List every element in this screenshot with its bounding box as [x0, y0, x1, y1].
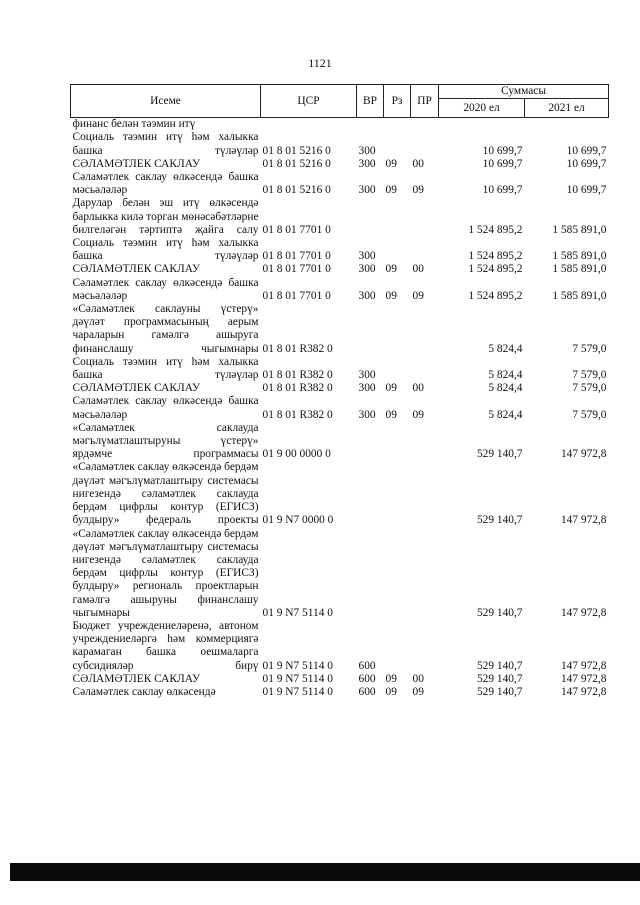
row-amount-2021: 1 585 891,0	[552, 250, 607, 263]
row-pr: 00	[412, 672, 424, 685]
row-pr	[411, 131, 439, 157]
row-name: Сәламәтлек саклау өлкәсендә башка мәсьәләләр	[72, 171, 259, 197]
table-row	[71, 673, 609, 686]
row-rz	[384, 197, 411, 237]
table-header	[71, 85, 609, 118]
scan-footer-bar	[10, 863, 640, 881]
table-row	[71, 303, 609, 356]
row-amount-2021	[525, 118, 609, 132]
row-vr	[357, 118, 384, 132]
table-row	[71, 356, 609, 382]
row-vr: 600	[358, 685, 376, 698]
row-amount-2020: 1 524 895,2	[468, 263, 523, 276]
row-vr	[357, 528, 384, 620]
row-pr: 00	[412, 382, 424, 395]
row-amount-2021: 10 699,7	[566, 144, 607, 157]
row-vr: 300	[358, 250, 376, 263]
table-row	[71, 395, 609, 421]
row-name: СӘЛАМӘТЛЕК САКЛАУ	[72, 263, 201, 276]
row-amount-2021: 7 579,0	[572, 408, 607, 421]
row-pr	[411, 237, 439, 263]
row-csr	[261, 118, 357, 132]
row-amount-2021: 10 699,7	[566, 157, 607, 170]
table-row	[71, 277, 609, 303]
table-row	[71, 528, 609, 620]
row-rz: 09	[385, 408, 397, 421]
header-vr: ВР	[357, 85, 384, 118]
row-name: СӘЛАМӘТЛЕК САКЛАУ	[72, 157, 201, 170]
header-pr: ПР	[411, 85, 439, 118]
row-rz: 09	[385, 672, 397, 685]
row-name: СӘЛАМӘТЛЕК САКЛАУ	[72, 672, 201, 685]
row-name: СӘЛАМӘТЛЕК САКЛАУ	[72, 382, 201, 395]
row-rz: 09	[385, 184, 397, 197]
row-amount-2021: 7 579,0	[572, 369, 607, 382]
row-rz	[384, 237, 411, 263]
row-csr: 01 9 N7 5114 0	[262, 659, 333, 672]
row-amount-2021: 147 972,8	[560, 514, 607, 527]
table-row	[71, 382, 609, 395]
row-amount-2021: 7 579,0	[572, 382, 607, 395]
row-amount-2021: 147 972,8	[560, 448, 607, 461]
header-sum: Суммасы	[439, 85, 609, 99]
table-row	[71, 422, 609, 462]
row-pr	[411, 422, 439, 462]
table-row	[71, 620, 609, 673]
header-name: Исеме	[71, 85, 261, 118]
table-row	[71, 171, 609, 197]
header-year-2020: 2020 ел	[439, 99, 525, 118]
row-amount-2020: 529 140,7	[476, 606, 523, 619]
row-rz	[384, 303, 411, 356]
row-amount-2021: 1 585 891,0	[552, 289, 607, 302]
row-csr: 01 8 01 7701 0	[262, 223, 331, 236]
table-row	[71, 263, 609, 276]
page-number: 1121	[308, 56, 332, 70]
row-amount-2020: 5 824,4	[488, 408, 523, 421]
row-amount-2021: 147 972,8	[560, 606, 607, 619]
row-name: финанс белән тәэмин итү	[72, 118, 196, 131]
row-vr: 300	[358, 144, 376, 157]
row-name: Социаль тәэмин итү һәм халыкка башка түләүләр	[72, 355, 259, 382]
row-pr	[411, 356, 439, 382]
row-csr: 01 9 N7 5114 0	[262, 606, 333, 619]
row-rz: 09	[385, 382, 397, 395]
row-pr: 00	[412, 157, 424, 170]
row-amount-2020	[439, 118, 525, 132]
row-rz: 09	[385, 289, 397, 302]
row-csr: 01 9 00 0000 0	[262, 448, 331, 461]
row-csr: 01 8 01 5216 0	[262, 157, 331, 170]
row-vr: 300	[358, 289, 376, 302]
row-vr: 300	[358, 408, 376, 421]
row-vr: 300	[358, 382, 376, 395]
row-name: Сәламәтлек саклау өлкәсендә башка мәсьәләләр	[72, 276, 259, 302]
row-pr	[411, 303, 439, 356]
row-csr: 01 9 N7 0000 0	[262, 514, 334, 527]
row-pr: 09	[412, 408, 424, 421]
row-amount-2021: 147 972,8	[560, 672, 607, 685]
row-csr: 01 8 01 5216 0	[262, 184, 331, 197]
row-pr: 09	[412, 289, 424, 302]
row-rz	[384, 118, 411, 132]
row-name: Бюджет учреждениеләренә, автоном учреждениеләргә һәм коммерциягә карамаган башка оешмаларга субсидияләр бирү	[72, 619, 259, 672]
row-pr: 09	[412, 184, 424, 197]
row-amount-2020: 5 824,4	[488, 382, 523, 395]
row-pr: 09	[412, 685, 424, 698]
header-year-2021: 2021 ел	[525, 99, 609, 118]
row-name: «Сәламәтлек саклау өлкәсендә бердәм дәүләт мәгълүматлаштыру системасы нигезендә сәламәтлек саклауда бердәм цифрлы контур (ЕГИСЗ) булдыру» федераль проекты	[72, 461, 259, 527]
row-csr: 01 8 01 7701 0	[262, 289, 331, 302]
row-name: Социаль тәэмин итү һәм халыкка башка түләүләр	[72, 237, 259, 263]
table-row	[71, 237, 609, 263]
table-row	[71, 158, 609, 171]
row-pr	[411, 528, 439, 620]
row-vr: 300	[358, 157, 376, 170]
row-name: Сәламәтлек саклау өлкәсендә	[72, 685, 216, 698]
row-name: Социаль тәэмин итү һәм халыкка башка түләүләр	[72, 131, 259, 157]
row-amount-2021: 1 585 891,0	[552, 223, 607, 236]
budget-table	[70, 84, 609, 699]
row-amount-2020: 10 699,7	[482, 157, 523, 170]
row-csr: 01 8 01 R382 0	[262, 408, 333, 421]
row-amount-2020: 5 824,4	[488, 369, 523, 382]
row-name: Дарулар белән эш итү өлкәсендә барлыкка килә торган мөнәсәбәтләрне билгеләгән тәртиптә җайга салу	[72, 197, 259, 236]
row-rz: 09	[385, 685, 397, 698]
row-name: «Сәламәтлек саклауны үстерү» дәүләт программасының аерым чараларын гамәлгә ашыруга финанслашу чыгымнары	[72, 303, 259, 355]
row-pr: 00	[412, 263, 424, 276]
row-amount-2021: 147 972,8	[560, 685, 607, 698]
row-amount-2020: 529 140,7	[476, 672, 523, 685]
row-amount-2021: 147 972,8	[560, 659, 607, 672]
row-vr	[357, 461, 384, 527]
row-amount-2021: 1 585 891,0	[552, 263, 607, 276]
row-csr: 01 8 01 7701 0	[262, 250, 331, 263]
row-vr	[357, 422, 384, 462]
row-csr: 01 8 01 5216 0	[262, 144, 331, 157]
table-row	[71, 461, 609, 527]
row-rz: 09	[385, 263, 397, 276]
row-rz	[384, 461, 411, 527]
header-rz: Рз	[384, 85, 411, 118]
table-body	[71, 118, 609, 699]
row-amount-2020: 10 699,7	[482, 144, 523, 157]
row-name: Сәламәтлек саклау өлкәсендә башка мәсьәләләр	[72, 395, 259, 421]
row-rz	[384, 620, 411, 673]
row-pr	[411, 118, 439, 132]
row-vr: 300	[358, 263, 376, 276]
row-amount-2021: 10 699,7	[566, 184, 607, 197]
table-row	[71, 197, 609, 237]
row-vr: 300	[358, 184, 376, 197]
row-rz	[384, 528, 411, 620]
row-pr	[411, 461, 439, 527]
row-csr: 01 8 01 R382 0	[262, 342, 333, 355]
table-row	[71, 118, 609, 132]
row-amount-2020: 529 140,7	[476, 448, 523, 461]
row-amount-2020: 5 824,4	[488, 342, 523, 355]
row-amount-2020: 1 524 895,2	[468, 250, 523, 263]
row-amount-2020: 529 140,7	[476, 685, 523, 698]
row-csr: 01 8 01 R382 0	[262, 369, 333, 382]
row-amount-2020: 529 140,7	[476, 514, 523, 527]
row-csr: 01 9 N7 5114 0	[262, 685, 333, 698]
row-name: «Сәламәтлек саклау өлкәсендә бердәм дәүләт мәгълүматлаштыру системасы нигезендә сәламәтлек саклауда бердәм цифрлы контур (ЕГИСЗ) булдыру» региональ проектларын гамәлгә ашыруны финанслашу чыгымнары	[72, 527, 259, 619]
row-csr: 01 8 01 R382 0	[262, 382, 333, 395]
row-rz: 09	[385, 157, 397, 170]
row-pr	[411, 197, 439, 237]
row-amount-2020: 10 699,7	[482, 184, 523, 197]
row-amount-2020: 1 524 895,2	[468, 223, 523, 236]
row-amount-2020: 1 524 895,2	[468, 289, 523, 302]
row-csr: 01 8 01 7701 0	[262, 263, 331, 276]
row-rz	[384, 131, 411, 157]
row-amount-2020: 529 140,7	[476, 659, 523, 672]
table-row	[71, 131, 609, 157]
header-csr: ЦСР	[261, 85, 357, 118]
table-row	[71, 686, 609, 699]
row-vr: 600	[358, 672, 376, 685]
row-amount-2021: 7 579,0	[572, 342, 607, 355]
row-csr: 01 9 N7 5114 0	[262, 672, 333, 685]
row-name: «Сәламәтлек саклауда мәгълүматлаштыруны үстерү» ярдәмче программасы	[72, 421, 259, 461]
row-vr	[357, 197, 384, 237]
row-rz	[384, 356, 411, 382]
row-vr: 600	[358, 659, 376, 672]
row-pr	[411, 620, 439, 673]
row-vr: 300	[358, 369, 376, 382]
row-vr	[357, 303, 384, 356]
row-rz	[384, 422, 411, 462]
